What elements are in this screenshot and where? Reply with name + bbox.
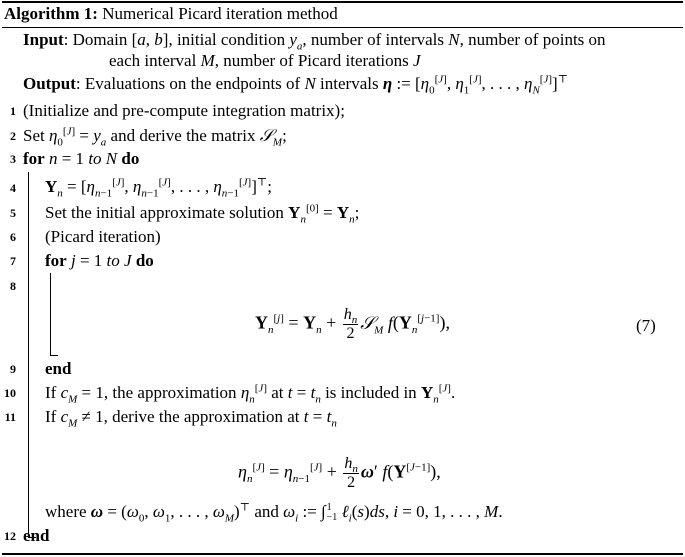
for-keyword: for: [23, 149, 45, 168]
input-label: Input: [23, 30, 64, 49]
line-3: for n = 1 to N do: [23, 149, 140, 168]
algorithm-title: [4, 4, 338, 24]
do-keyword: do: [121, 149, 140, 168]
line-number: 3: [10, 152, 16, 166]
inner-block-tick: [50, 355, 58, 356]
line-number: 1: [10, 104, 16, 118]
line-5: Set the initial approximate solution $Y_n[0] = Y_n$;: [45, 202, 360, 226]
for-keyword: for: [45, 251, 67, 270]
output-text: : Evaluations on the endpoints of N intervals η := [$\eta_0[J]$, $\eta_1[J]$, . . . , $\eta_N[J]]^⊤$: [75, 73, 569, 97]
line-number: 12: [4, 529, 16, 543]
fraction: $\frac{h_n}{2}$: [343, 306, 358, 342]
line-4: $Y_n = [\eta_{n-1}[J]$, $\eta_{n-1}[J]$, . . . , $\eta_{n-1}[J]]^⊤$;: [45, 176, 272, 200]
input-line-2: each interval M, number of Picard iterations J: [109, 51, 421, 70]
top-rule: [2, 1, 683, 3]
line-number: 10: [4, 386, 16, 400]
equation-7: $Y_n[j] = Y_n$ + $\frac{h_n}{2}$ 𝒮$_M$ $f(Y_n[j-1])$,: [255, 306, 450, 342]
line-number: 5: [10, 206, 16, 220]
line-9-end: end: [45, 359, 72, 378]
inner-block-bar: [50, 273, 51, 356]
line-number: 2: [10, 129, 16, 143]
equation-11: $\eta_n[J] = \eta_{n-1}[J]$ + $\frac{h_n}{2}$ ω′ f(Y[J−1]),: [238, 455, 441, 491]
fraction: $\frac{h_n}{2}$: [344, 455, 358, 491]
input-text-1: : Domain [a, b], initial condition $y_a$, number of intervals N, number of points on: [63, 30, 606, 53]
line-1: (Initialize and pre-compute integration matrix);: [23, 101, 345, 120]
line-number: 11: [4, 410, 16, 424]
line-number: 7: [10, 254, 16, 268]
outer-block-bar: [28, 172, 29, 538]
title-rule: [2, 27, 683, 28]
algorithm-title-label: Algorithm 1:: [4, 4, 98, 23]
output-label: Output: [23, 74, 76, 93]
line-11: If $c_M \ne 1$, derive the approximation at $t = t_n$: [45, 407, 337, 430]
line-12-end: end: [23, 526, 50, 545]
input-line: [23, 30, 606, 53]
where-line: where $\omega = (\omega_0$, $\omega_1$, . . . , $\omega_M)^⊤$ and $\omega_i$ := ∫ 1 −1 ℓ$_i$(s)ds, i = 0, 1, . . . , M.: [45, 501, 503, 525]
equation-number: (7): [636, 316, 656, 335]
line-10: If $c_M = 1$, the approximation $\eta_n[J]$ at $t = t_n$ is included in $Y_n[J]$.: [45, 382, 456, 406]
bottom-rule: [2, 553, 683, 555]
line-7: for j = 1 to J do: [45, 251, 154, 270]
algorithm-title-text: Numerical Picard iteration method: [102, 4, 338, 23]
line-number: 8: [10, 279, 16, 293]
do-keyword: do: [135, 251, 154, 270]
line-number: 9: [10, 362, 16, 376]
line-6: (Picard iteration): [45, 227, 161, 246]
line-number: 6: [10, 230, 16, 244]
line-2: Set $\eta_0[J] = y_a$ and derive the matrix 𝒮$_M$;: [23, 125, 287, 149]
line-number: 4: [10, 181, 16, 195]
output-line: [23, 73, 569, 97]
